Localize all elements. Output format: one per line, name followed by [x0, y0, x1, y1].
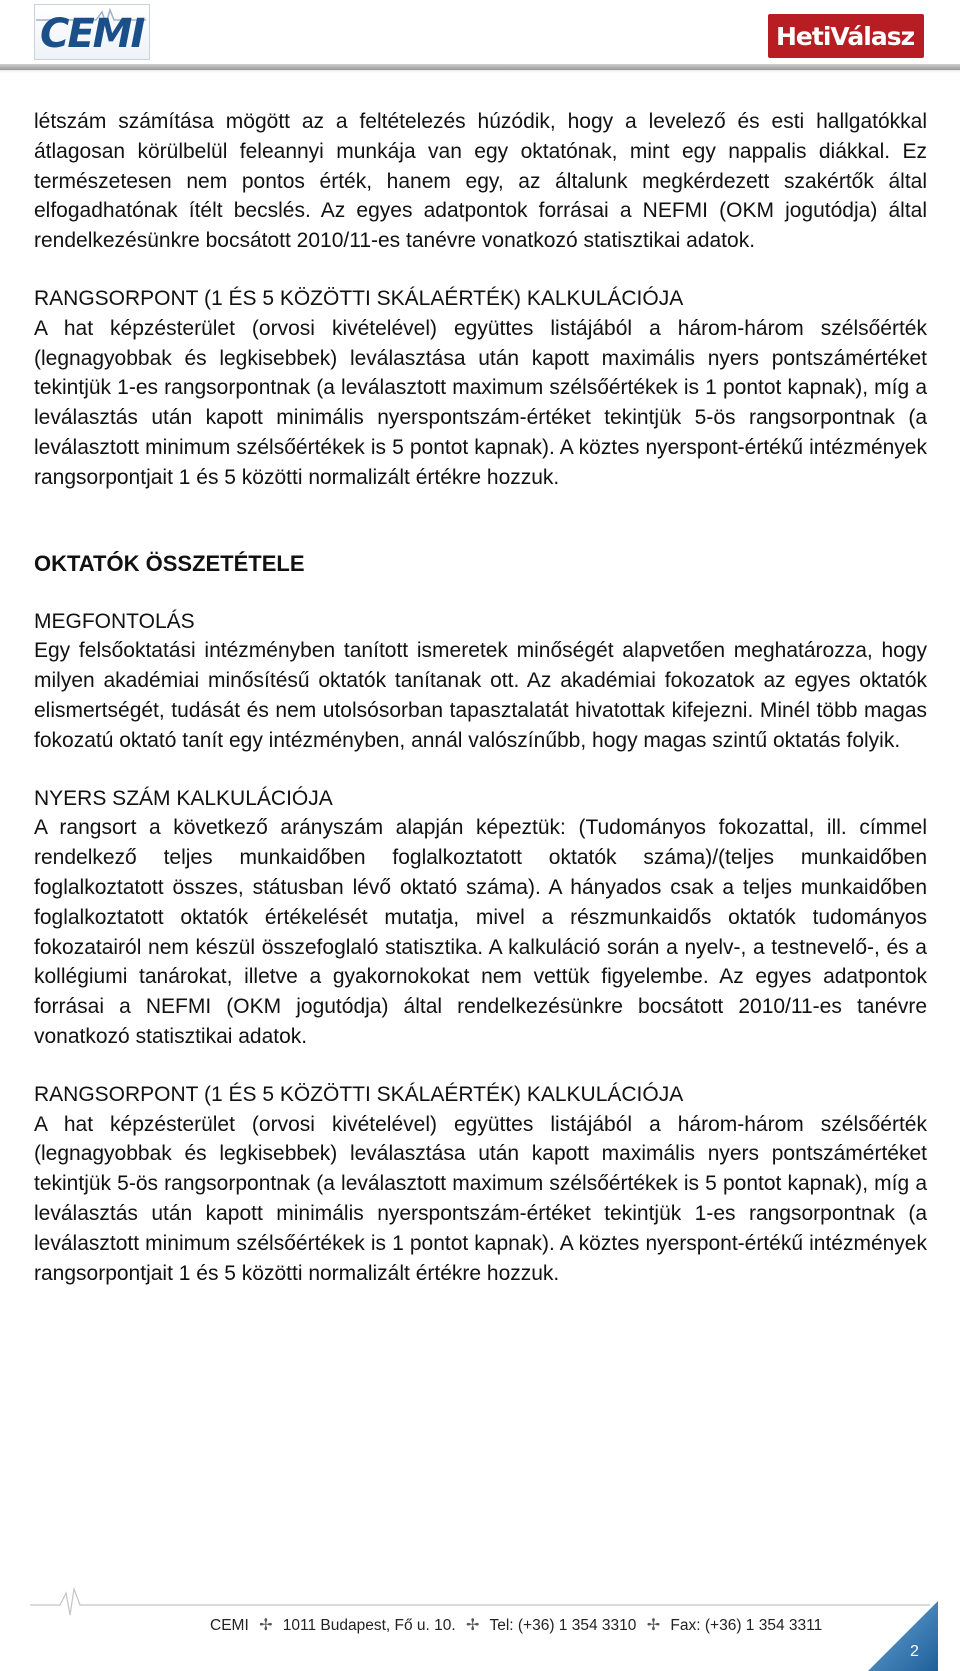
subheading: RANGSORPONT (1 ÉS 5 KÖZÖTTI SKÁLAÉRTÉK) KALKULÁCIÓJA	[34, 1082, 684, 1106]
cemi-logo	[30, 2, 150, 58]
paragraph: A hat képzésterület (orvosi kivételével) együttes listájából a három-három szélsőérték (legnagyobbak és legkisebbek) leválasztása után kapott maximális nyers pontszámértéket tekintjük 5-ös rangsorpontnak (a leválasztott maximum szélsőértékek is 5 pontot kapnak), míg a leválasztás után kapott minimális nyerspontszám-értéket tekintjük 1-es rangsorpontnak (a leválasztott minimum szélsőértékek is 1 pontot kapnak). A köztes nyerspont-értékű intézmények rangsorpontjait 1 és 5 közötti normalizált értékre hozzuk.	[34, 1112, 927, 1285]
footer-fax: Fax: (+36) 1 354 3311	[670, 1617, 823, 1634]
section-heading: OKTATÓK ÖSSZETÉTELE	[34, 550, 305, 576]
document-body	[34, 107, 927, 1288]
subheading: NYERS SZÁM KALKULÁCIÓJA	[34, 786, 333, 810]
separator-icon: ✢	[466, 1617, 480, 1634]
paragraph: A rangsort a következő arányszám alapján képeztük: (Tudományos fokozattal, ill. címmel rendelkező teljes munkaidőben foglalkoztatott oktatók száma)/(teljes munkaidőben foglalkoztatott összes, státusban lévő oktató száma). A hányados csak a teljes munkaidőben foglalkoztatott oktatók értékelését mutatja, mivel a részmunkaidős oktatók tudományos fokozatairól nem készül összefoglaló statisztika. A kalkuláció során a nyelv-, a testnevelő-, és a kollégiumi tanárokat, illetve a gyakornokokat nem vettük figyelembe. Az egyes adatpontok forrásai a NEFMI (OKM jogutódja) által rendelkezésünkre bocsátott 2010/11-es tanévre vonatkozó statisztikai adatok.	[34, 816, 927, 1048]
header-divider-shadow	[0, 70, 960, 73]
footer-contact	[210, 1615, 828, 1635]
subheading: RANGSORPONT (1 ÉS 5 KÖZÖTTI SKÁLAÉRTÉK) KALKULÁCIÓJA	[34, 286, 684, 310]
footer-address: 1011 Budapest, Fő u. 10.	[282, 1617, 456, 1634]
footer-phone: Tel: (+36) 1 354 3310	[489, 1617, 637, 1634]
page-number: 2	[910, 1643, 919, 1660]
page-footer	[0, 1585, 960, 1671]
separator-icon: ✢	[259, 1617, 273, 1634]
page-header	[0, 0, 960, 75]
footer-org: CEMI	[210, 1617, 249, 1634]
cemi-logo-text: CEMI	[40, 11, 144, 57]
hetivalasz-logo-text: HetiVálasz	[776, 22, 915, 51]
hetivalasz-logo	[768, 14, 924, 58]
paragraph: létszám számítása mögött az a feltételezés húzódik, hogy a levelező és esti hallgatókkal átlagosan körülbelül feleannyi munkája van egy oktatónak, mint egy nappalis diákkal. Ez természetesen nem pontos érték, hanem egy, az általunk megkérdezett szakértők által elfogadhatónak ítélt becslés. Az egyes adatpontok forrásai a NEFMI (OKM jogutódja) által rendelkezésünkre bocsátott 2010/11-es tanévre vonatkozó statisztikai adatok.	[34, 110, 927, 253]
subheading: MEGFONTOLÁS	[34, 609, 195, 633]
paragraph: Egy felsőoktatási intézményben tanított ismeretek minőségét alapvetően meghatározza, hogy milyen akadémiai minősítésű oktatók tanítanak ott. Az akadémiai fokozatok az egyes oktatók elismertségét, tudását és nem utolsósorban tapasztalatát hivatottak kifejezni. Minél több magas fokozatú oktató tanít egy intézményben, annál valószínűbb, hogy magas szintű oktatás folyik.	[34, 639, 927, 752]
page-corner-icon	[868, 1601, 938, 1671]
separator-icon: ✢	[646, 1617, 661, 1634]
paragraph: A hat képzésterület (orvosi kivételével) együttes listájából a három-három szélsőérték (legnagyobbak és legkisebbek) leválasztása után kapott maximális nyers pontszámértéket tekintjük 1-es rangsorpontnak (a leválasztott maximum szélsőértékek is 1 pontot kapnak), míg a leválasztás után kapott minimális nyerspontszám-értéket tekintjük 5-ös rangsorpontnak (a leválasztott minimum szélsőértékek is 5 pontot kapnak). A köztes nyerspont-értékű intézmények rangsorpontjait 1 és 5 közötti normalizált értékre hozzuk.	[34, 316, 927, 489]
